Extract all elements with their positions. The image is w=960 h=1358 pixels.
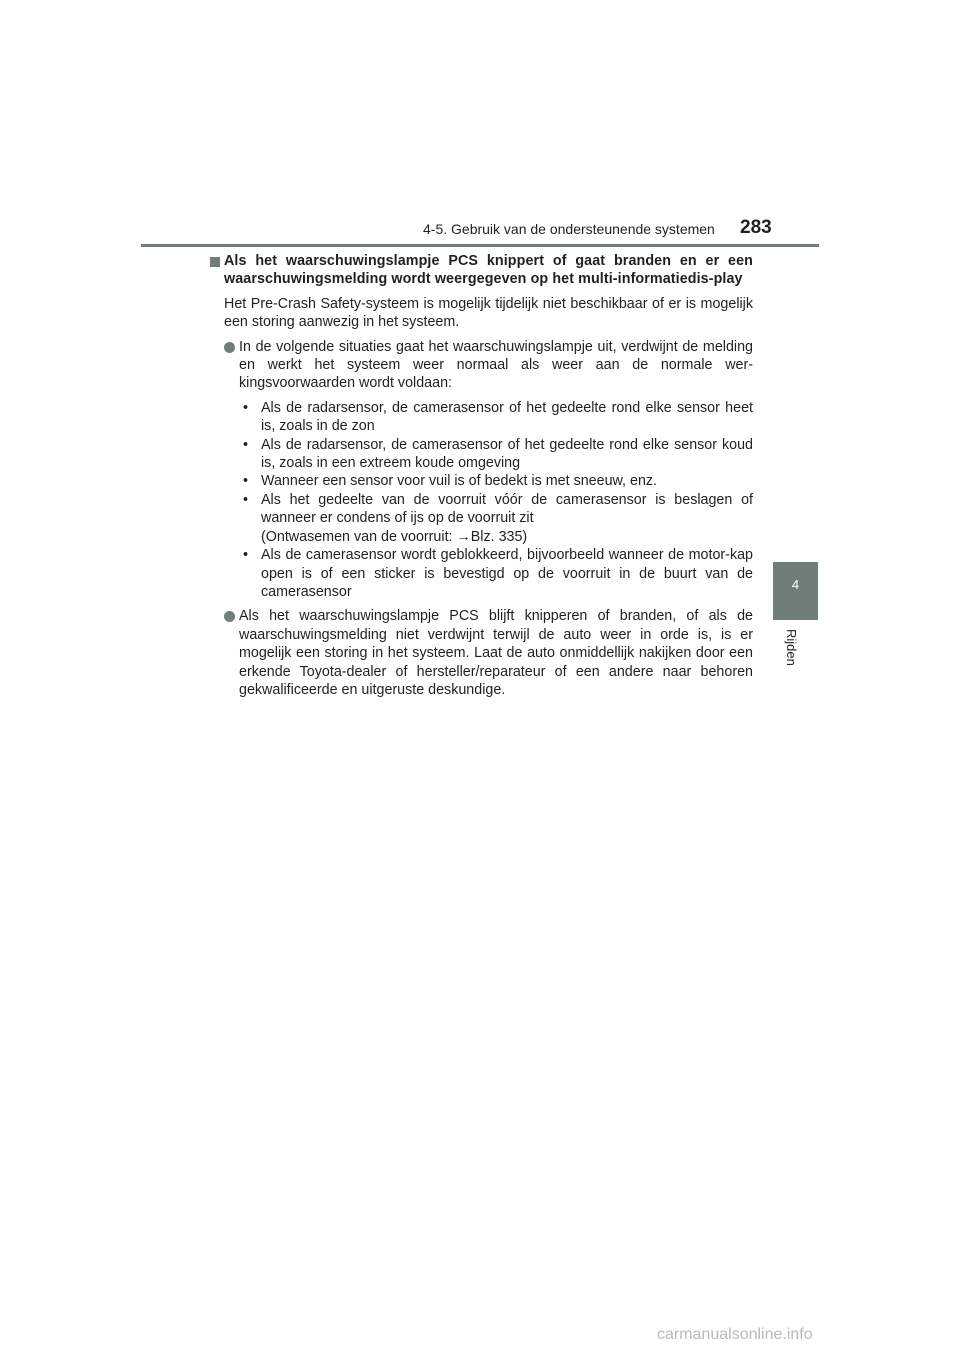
section-title: 4-5. Gebruik van de ondersteunende systemen: [423, 221, 715, 237]
sub-list-item: [239, 546, 753, 601]
page-number: 283: [740, 217, 772, 238]
header-rule: [141, 244, 819, 247]
sub-list-item: [239, 399, 753, 436]
sub-bullet: •: [243, 473, 249, 490]
sub-list-item-text: Als de radarsensor, de camerasensor of het gedeelte rond elke sensor heet is, zoals in de zon: [261, 399, 753, 435]
sub-list-item-text: Als de radarsensor, de camerasensor of het gedeelte rond elke sensor koud is, zoals in een extreem koude omgeving: [261, 436, 753, 472]
sub-list-item: [239, 436, 753, 473]
section-heading: [210, 252, 753, 289]
sub-bullet: •: [243, 436, 249, 453]
square-bullet-icon: [210, 257, 220, 267]
section-heading-text: Als het waarschuwingslampje PCS knippert of gaat branden en er een waarschuwingsmelding wordt weergegeven op het multi-informatiedis-play: [224, 253, 753, 288]
point-text: In de volgende situaties gaat het waarschuwingslampje uit, verdwijnt de melding en werkt het systeem weer normaal als weer aan de normale wer-kingsvoorwaarden wordt voldaan:: [239, 338, 753, 392]
sub-bullet: •: [243, 399, 249, 416]
page-content: [210, 252, 753, 699]
sub-list: [210, 399, 753, 601]
sub-list-item: [239, 491, 753, 546]
chapter-tab: [773, 562, 818, 620]
circle-bullet-icon: [224, 611, 235, 622]
chapter-label: Rijden: [784, 629, 799, 666]
circle-bullet-icon: [224, 342, 235, 353]
sub-list-item-text: Wanneer een sensor voor vuil is of bedekt is met sneeuw, enz.: [261, 473, 658, 490]
point-text: Als het waarschuwingslampje PCS blijft knipperen of branden, of als de waarschuwingsmelding niet verdwijnt terwijl de auto weer in orde is, is er mogelijk een storing in het systeem. Laat de auto onmiddellijk nakijken door een erkende Toyota-dealer of hersteller/reparateur of een andere naar behoren gekwalificeerde en uitgeruste deskundige.: [239, 608, 753, 698]
chapter-number: 4: [791, 577, 800, 592]
sub-bullet: •: [243, 491, 249, 508]
sub-list-item: [239, 472, 753, 490]
page-reference: (Ontwasemen van de voorruit: →Blz. 335): [261, 528, 528, 545]
point-item: [210, 338, 753, 393]
point-item: [210, 607, 753, 699]
watermark: carmanualsonline.info: [657, 1326, 813, 1343]
sub-bullet: •: [243, 547, 249, 564]
sub-list-item-text: Als het gedeelte van de voorruit vóór de camerasensor is beslagen of wanneer er condens of ijs op de voorruit zit: [261, 491, 753, 527]
sub-list-item-text: Als de camerasensor wordt geblokkeerd, bijvoorbeeld wanneer de motor-kap open is of een sticker is bevestigd op de voorruit in de buurt van de camerasensor: [261, 547, 753, 600]
section-intro: Het Pre-Crash Safety-systeem is mogelijk tijdelijk niet beschikbaar of er is mogelijk een storing aanwezig in het systeem.: [224, 295, 753, 331]
